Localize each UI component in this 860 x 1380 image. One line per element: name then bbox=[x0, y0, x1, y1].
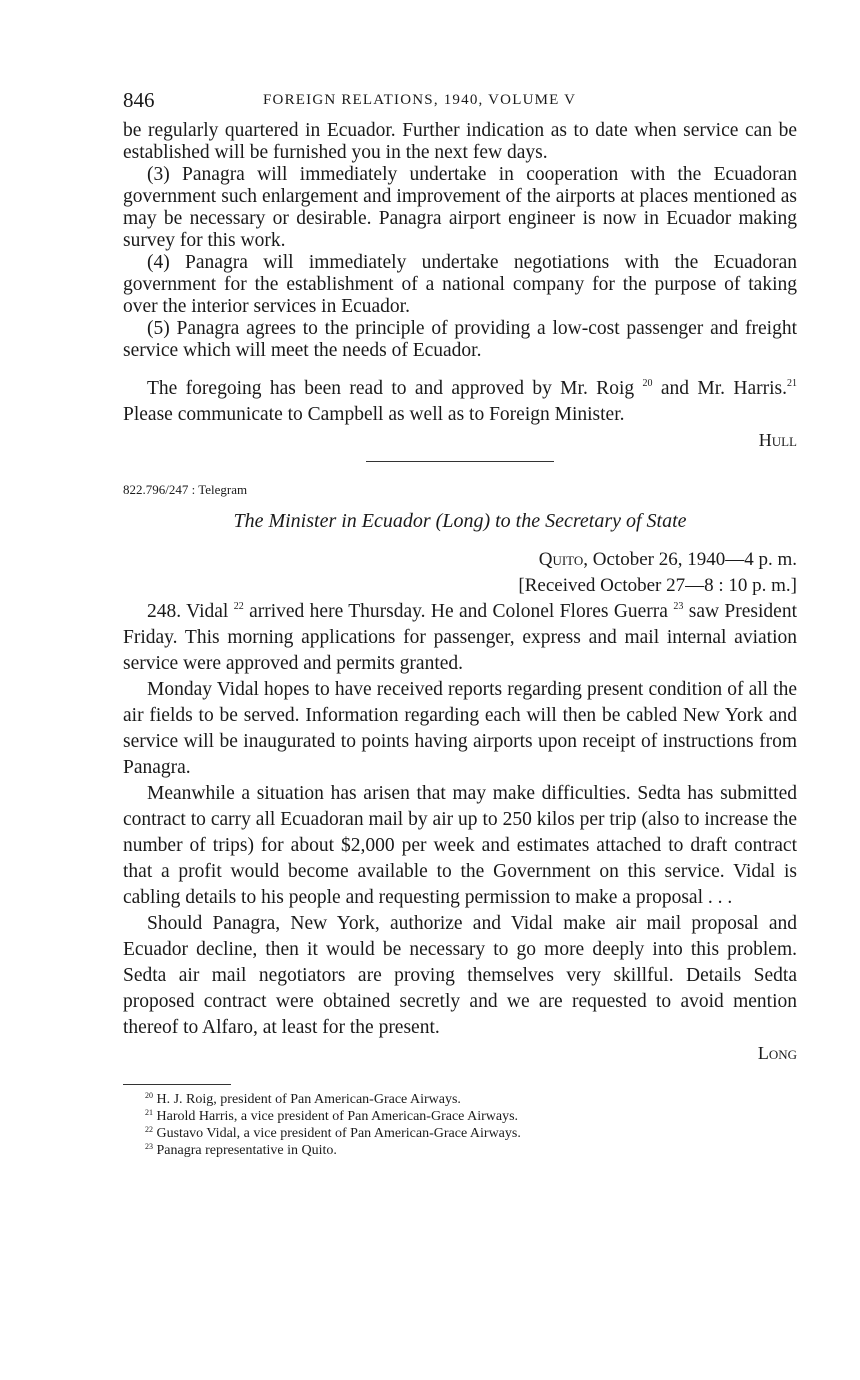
point-5: (5) Panagra agrees to the principle of providing a low-cost passenger and freight service which will meet the needs of Ecuador. bbox=[123, 318, 797, 361]
dateline-sent: Quito, October 26, 1940—4 p. m. bbox=[538, 549, 797, 570]
page-number: 846 bbox=[123, 88, 155, 112]
dateline bbox=[123, 547, 797, 599]
footnote-20: $^{20}$ H. J. Roig, president of Pan American-Grace Airways. bbox=[145, 1091, 461, 1107]
footnote-ref-20: 20 bbox=[642, 378, 653, 389]
closing-paragraph: The foregoing has been read to and approved by Mr. Roig $^{20}$ and Mr. Harris.$^{21}$ Please communicate to Campbell as well as to Foreign Minister. bbox=[123, 378, 798, 425]
footnote-22: $^{22}$ Gustavo Vidal, a vice president of Pan American-Grace Airways. bbox=[145, 1125, 521, 1141]
telegram-paragraph-4: Should Panagra, New York, authorize and Vidal make air mail proposal and Ecuador decline, then it would be necessary to go more deeply into this problem. Sedta air mail negotiators are proving themselves very skillful. Details Sedta proposed contract were obtained secretly and we are requested to avoid mention thereof to Alfaro, at least for the present. bbox=[123, 913, 797, 1038]
document-title: The Minister in Ecuador (Long) to the Secretary of State bbox=[233, 510, 687, 532]
file-number: 822.796/247 : Telegram bbox=[123, 482, 248, 497]
footnote-ref-23: 23 bbox=[673, 601, 684, 612]
footnote-21: $^{21}$ Harold Harris, a vice president of Pan American-Grace Airways. bbox=[145, 1108, 519, 1124]
running-title: FOREIGN RELATIONS, 1940, VOLUME V bbox=[263, 92, 577, 108]
section-divider bbox=[366, 461, 554, 462]
footnote-23: $^{23}$ Panagra representative in Quito. bbox=[145, 1142, 337, 1158]
footnote-ref-22: 22 bbox=[233, 601, 244, 612]
signature-long: Long bbox=[757, 1043, 797, 1063]
telegram-body bbox=[123, 599, 797, 1041]
point-4: (4) Panagra will immediately undertake negotiations with the Ecuadoran government for the establishment of a national company for the purpose of taking over the interior services in Ecuador. bbox=[123, 252, 797, 317]
point-3: (3) Panagra will immediately undertake in cooperation with the Ecuadoran government such enlargement and improvement of the airports at places mentioned as may be necessary or desirable. Panagra airport engineer is now in Ecuador making survey for this work. bbox=[123, 164, 797, 251]
continued-paragraph: be regularly quartered in Ecuador. Further indication as to date when service can be established will be furnished you in the next few days. bbox=[123, 120, 797, 163]
telegram-paragraph-1: 248. Vidal $^{22}$ arrived here Thursday. He and Colonel Flores Guerra $^{23}$ saw President Friday. This morning applications for passenger, express and mail internal aviation service were approved and permits granted. bbox=[123, 601, 798, 674]
dateline-place: Quito bbox=[538, 549, 584, 570]
signature-hull: Hull bbox=[758, 430, 797, 450]
page-header bbox=[123, 88, 797, 120]
telegram-paragraph-3: Meanwhile a situation has arisen that may make difficulties. Sedta has submitted contract to carry all Ecuadoran mail by air up to 250 kilos per trip (also to increase the number of trips) for about $2,000 per week and estimates attached to draft contract that a profit would become available to the Government on this service. Vidal is cabling details to his people and requesting permission to make a proposal . . . bbox=[123, 783, 797, 908]
footnote-ref-21: 21 bbox=[787, 378, 798, 389]
dateline-received: [Received October 27—8 : 10 p. m.] bbox=[518, 575, 797, 596]
document-page bbox=[123, 88, 797, 1159]
footnotes bbox=[123, 1091, 797, 1159]
footnote-divider bbox=[123, 1084, 231, 1085]
telegram-paragraph-2: Monday Vidal hopes to have received reports regarding present condition of all the air fields to be served. Information regarding each will then be cabled New York and service will be inaugurated to points having airports upon receipt of instructions from Panagra. bbox=[123, 679, 797, 778]
